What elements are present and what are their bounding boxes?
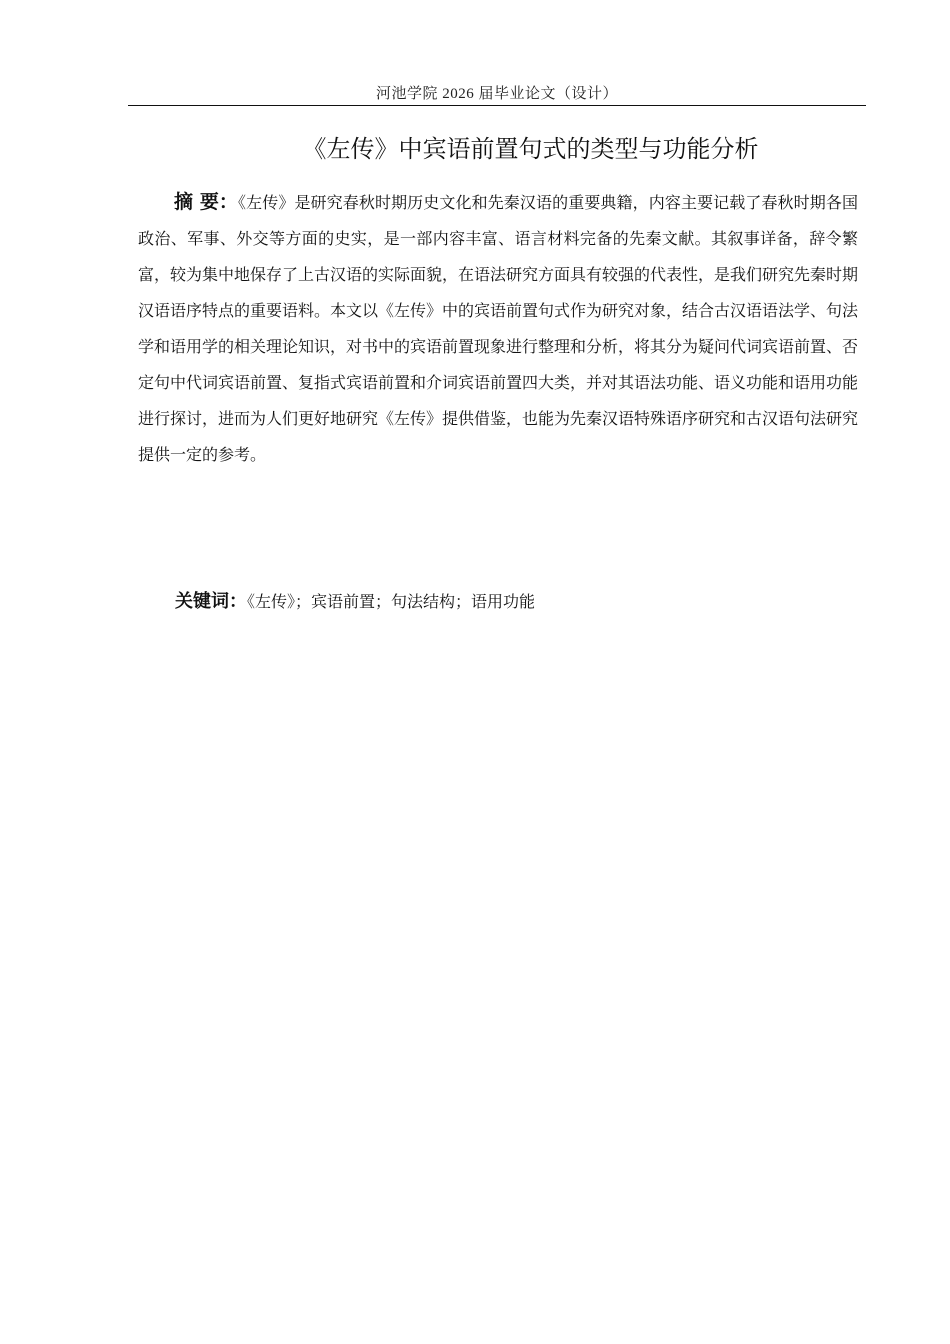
- keywords-label: 关键词：: [175, 591, 247, 612]
- paper-title: 《左传》中宾语前置句式的类型与功能分析: [302, 135, 759, 163]
- page-header: 河池学院 2026 届毕业论文（设计）: [375, 86, 618, 102]
- abstract-paragraph: [138, 184, 858, 473]
- header-rule: [128, 105, 866, 106]
- abstract-label: 摘 要：: [174, 191, 239, 213]
- keywords-line: [175, 584, 535, 620]
- abstract-text: 《左传》是研究春秋时期历史文化和先秦汉语的重要典籍，内容主要记载了春秋时期各国政治、军事、外交等方面的史实，是一部内容丰富、语言材料完备的先秦文献。其叙事详备，辞令繁富，较为集中地保存了上古汉语的实际面貌，在语法研究方面具有较强的代表性，是我们研究先秦时期汉语语序特点的重要语料。本文以《左传》中的宾语前置句式作为研究对象，结合古汉语语法学、句法学和语用学的相关理论知识，对书中的宾语前置现象进行整理和分析，将其分为疑问代词宾语前置、否定句中代词宾语前置、复指式宾语前置和介词宾语前置四大类，并对其语法功能、语义功能和语用功能进行探讨，进而为人们更好地研究《左传》提供借鉴，也能为先秦汉语特殊语序研究和古汉语句法研究提供一定的参考。: [138, 193, 859, 464]
- keywords-text: 《左传》；宾语前置；句法结构；语用功能: [247, 592, 536, 611]
